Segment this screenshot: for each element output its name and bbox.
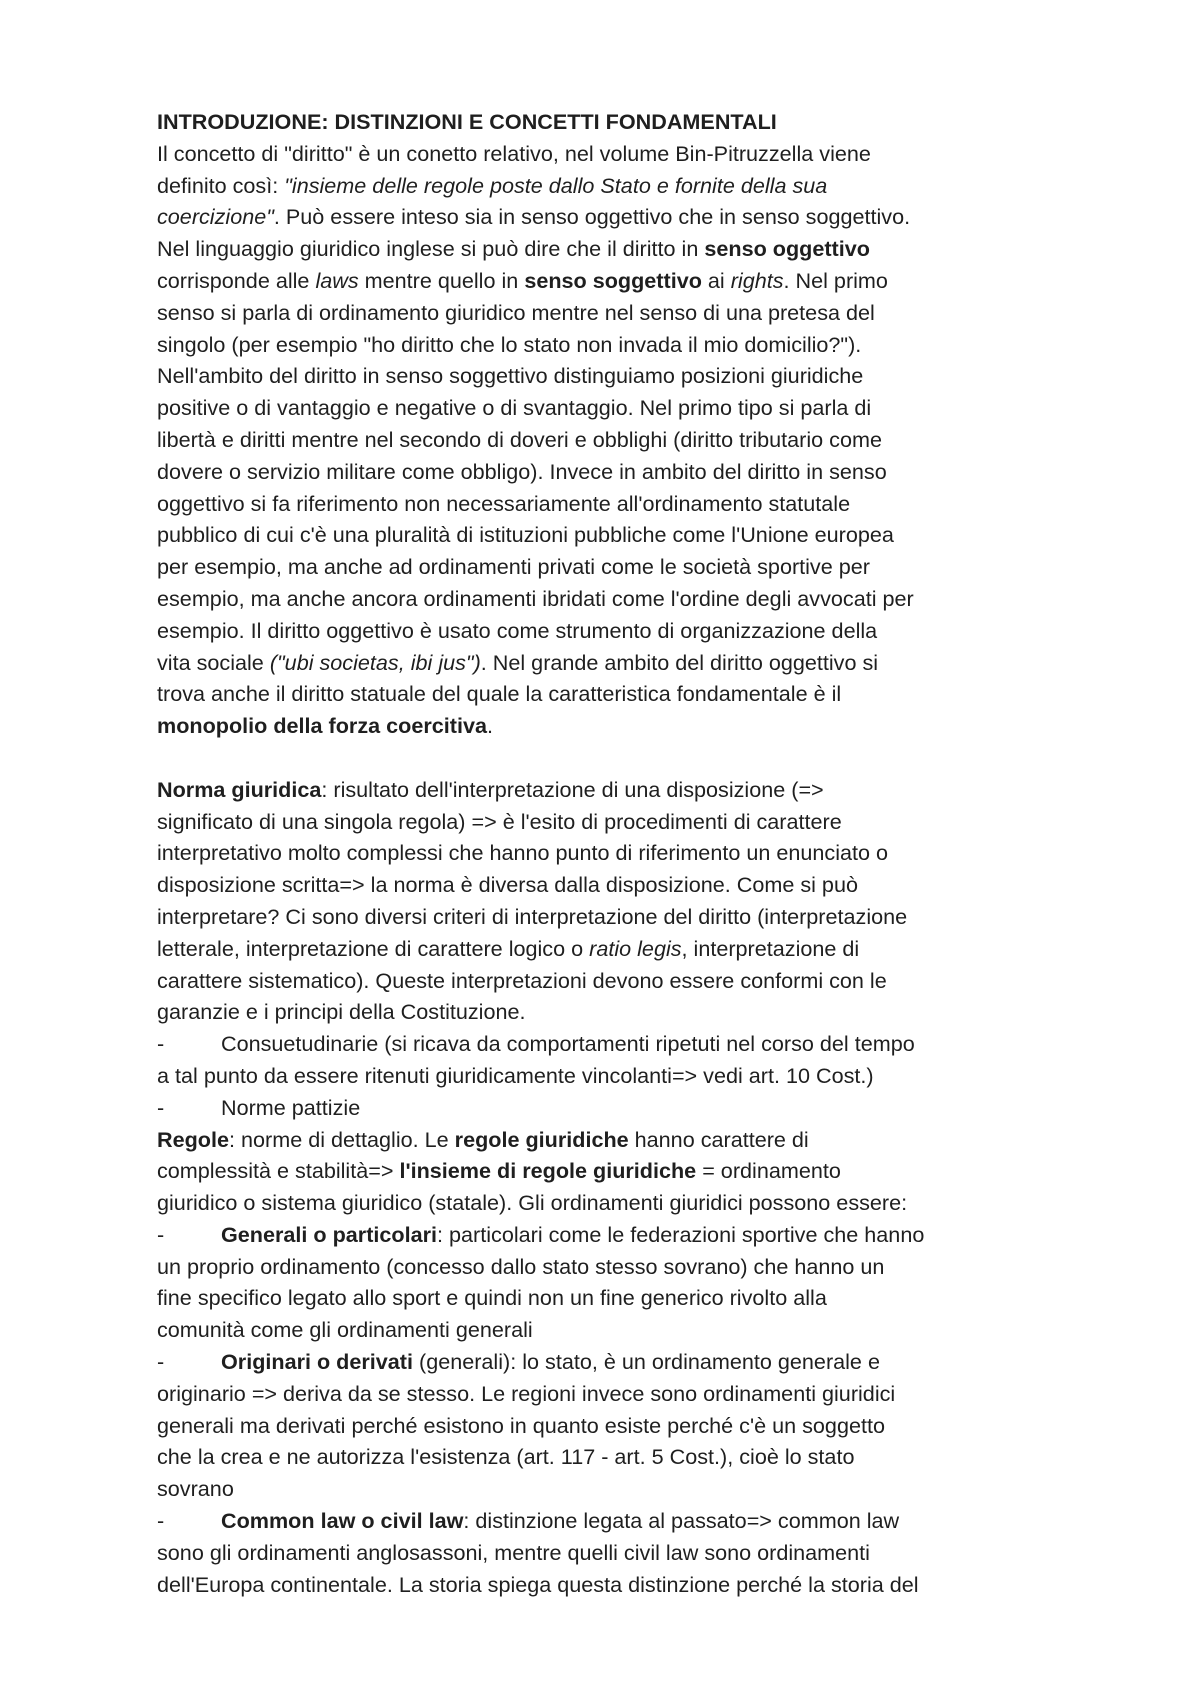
bold-text: senso soggettivo — [524, 267, 702, 293]
text-run: : distinzione legata al passato=> common law — [463, 1508, 900, 1534]
text-line — [157, 170, 1057, 202]
text-line — [157, 1124, 1057, 1156]
text-line — [157, 138, 1057, 170]
text-run: per esempio, ma anche ad ordinamenti privati come le società sportive per — [157, 554, 870, 580]
italic-text: laws — [315, 267, 359, 293]
document-title: INTRODUZIONE: DISTINZIONI E CONCETTI FONDAMENTALI — [157, 109, 777, 134]
text-run: = ordinamento — [696, 1158, 841, 1184]
text-run: interpretativo molto complessi che hanno punto di riferimento un enunciato o — [157, 840, 889, 866]
text-line — [157, 965, 1057, 997]
italic-text: coercizione" — [157, 204, 274, 230]
text-run: . Può essere inteso sia in senso oggettivo che in senso soggettivo. — [273, 204, 911, 230]
text-run: Norme pattizie — [221, 1094, 361, 1120]
bold-text: Originari o derivati — [221, 1349, 413, 1375]
bold-text: senso oggettivo — [704, 236, 870, 262]
text-line — [157, 583, 1057, 615]
text-run: fine specifico legato allo sport e quindi non un fine generico rivolto alla — [157, 1285, 827, 1311]
text-run: interpretare? Ci sono diversi criteri di interpretazione del diritto (interpretazione — [157, 903, 908, 929]
text-run: carattere sistematico). Queste interpretazioni devono essere conformi con le — [157, 967, 887, 993]
text-line — [157, 806, 1057, 838]
text-run: ai — [701, 267, 731, 293]
text-run: oggettivo si fa riferimento non necessariamente all'ordinamento statutale — [157, 490, 851, 516]
bold-text: monopolio della forza coercitiva — [157, 713, 487, 739]
text-line — [157, 1028, 1057, 1060]
text-run: disposizione scritta=> la norma è diversa dalla disposizione. Come si può — [157, 872, 858, 898]
text-line — [157, 710, 1057, 742]
text-run: vita sociale — [157, 649, 270, 675]
text-run: , interpretazione di — [681, 935, 860, 961]
text-line — [157, 329, 1057, 361]
text-line — [157, 1473, 1057, 1505]
text-line — [157, 615, 1057, 647]
text-run: . Nel grande ambito del diritto oggettivo si — [480, 649, 879, 675]
text-line — [157, 1569, 1057, 1601]
text-run: singolo (per esempio "ho diritto che lo stato non invada il mio domicilio?"). — [157, 331, 862, 357]
text-line — [157, 678, 1057, 710]
text-line — [157, 647, 1057, 679]
italic-text: rights — [730, 267, 784, 293]
text-line — [157, 996, 1057, 1028]
text-run: giuridico o sistema giuridico (statale). Gli ordinamenti giuridici possono essere: — [157, 1190, 908, 1216]
text-line — [157, 519, 1057, 551]
text-run: Nel linguaggio giuridico inglese si può dire che il diritto in — [157, 236, 705, 262]
text-run: che la crea e ne autorizza l'esistenza (art. 117 - art. 5 Cost.), cioè lo stato — [157, 1444, 855, 1470]
bold-text: regole giuridiche — [454, 1126, 629, 1152]
text-run: (generali): lo stato, è un ordinamento generale e — [413, 1349, 880, 1375]
text-line — [157, 1505, 1057, 1537]
text-run: letterale, interpretazione di carattere logico o — [157, 935, 590, 961]
text-run: definito così: — [157, 172, 285, 198]
text-line — [157, 1441, 1057, 1473]
text-line — [157, 1282, 1057, 1314]
text-run: dovere o servizio militare come obbligo). Invece in ambito del diritto in senso — [157, 458, 887, 484]
text-line — [157, 1060, 1057, 1092]
text-line — [157, 551, 1057, 583]
text-line — [157, 201, 1057, 233]
blank-line — [157, 742, 1057, 774]
text-run: : norme di dettaglio. Le — [229, 1126, 455, 1152]
text-line — [157, 1378, 1057, 1410]
text-run: hanno carattere di — [628, 1126, 809, 1152]
text-line — [157, 1346, 1057, 1378]
text-run: corrisponde alle — [157, 267, 316, 293]
text-run: comunità come gli ordinamenti generali — [157, 1317, 533, 1343]
text-run: dell'Europa continentale. La storia spiega questa distinzione perché la storia del — [157, 1571, 919, 1597]
text-run: complessità e stabilità=> — [157, 1158, 400, 1184]
text-run: senso si parla di ordinamento giuridico mentre nel senso di una pretesa del — [157, 299, 875, 325]
text-run: . Nel primo — [783, 267, 888, 293]
text-line — [157, 233, 1057, 265]
text-run: generali ma derivati perché esistono in quanto esiste perché c'è un soggetto — [157, 1412, 885, 1438]
text-line — [157, 933, 1057, 965]
text-line — [157, 837, 1057, 869]
text-line — [157, 1314, 1057, 1346]
document-page — [157, 106, 1057, 1600]
text-line — [157, 1155, 1057, 1187]
text-line — [157, 1092, 1057, 1124]
bold-text: Norma giuridica — [157, 776, 322, 802]
italic-text: ratio legis — [589, 935, 682, 961]
text-run: : particolari come le federazioni sportive che hanno — [437, 1221, 925, 1247]
text-run: significato di una singola regola) => è l'esito di procedimenti di carattere — [157, 808, 842, 834]
text-run: : risultato dell'interpretazione di una disposizione (=> — [321, 776, 824, 802]
list-bullet: - — [157, 1508, 165, 1534]
text-run: a tal punto da essere ritenuti giuridicamente vincolanti=> vedi art. 10 Cost.) — [157, 1062, 874, 1088]
text-run: garanzie e i principi della Costituzione. — [157, 999, 526, 1025]
text-run: Nell'ambito del diritto in senso soggettivo distinguiamo posizioni giuridiche — [157, 363, 864, 389]
text-run: esempio. Il diritto oggettivo è usato come strumento di organizzazione della — [157, 617, 878, 643]
list-bullet: - — [157, 1094, 165, 1120]
text-run: sovrano — [157, 1476, 234, 1502]
list-bullet: - — [157, 1031, 165, 1057]
text-run: positive o di vantaggio e negative o di svantaggio. Nel primo tipo si parla di — [157, 395, 872, 421]
text-run: libertà e diritti mentre nel secondo di doveri e obblighi (diritto tributario come — [157, 426, 882, 452]
text-run: originario => deriva da se stesso. Le regioni invece sono ordinamenti giuridici — [157, 1380, 896, 1406]
italic-text: ("ubi societas, ibi jus") — [269, 649, 481, 675]
text-line — [157, 869, 1057, 901]
text-line — [157, 265, 1057, 297]
bold-text: Common law o civil law — [221, 1508, 464, 1534]
text-line — [157, 424, 1057, 456]
bold-text: Regole — [157, 1126, 229, 1152]
text-line — [157, 901, 1057, 933]
text-run: mentre quello in — [358, 267, 525, 293]
italic-text: "insieme delle regole poste dallo Stato e fornite della sua — [284, 172, 828, 198]
document-body — [157, 138, 1057, 1601]
text-line — [157, 456, 1057, 488]
text-run: Consuetudinarie (si ricava da comportamenti ripetuti nel corso del tempo — [221, 1031, 915, 1057]
text-run: esempio, ma anche ancora ordinamenti ibridati come l'ordine degli avvocati per — [157, 585, 914, 611]
text-line — [157, 1187, 1057, 1219]
list-bullet: - — [157, 1221, 165, 1247]
bold-text: l'insieme di regole giuridiche — [399, 1158, 697, 1184]
text-line — [157, 488, 1057, 520]
text-run: pubblico di cui c'è una pluralità di istituzioni pubbliche come l'Unione europea — [157, 522, 894, 548]
list-bullet: - — [157, 1349, 165, 1375]
text-line — [157, 1410, 1057, 1442]
text-line — [157, 1537, 1057, 1569]
text-line — [157, 392, 1057, 424]
text-line — [157, 1251, 1057, 1283]
bold-text: Generali o particolari — [221, 1221, 438, 1247]
text-run: . — [486, 713, 493, 739]
text-line — [157, 297, 1057, 329]
text-run: un proprio ordinamento (concesso dallo stato stesso sovrano) che hanno un — [157, 1253, 885, 1279]
text-run: trova anche il diritto statuale del quale la caratteristica fondamentale è il — [157, 681, 842, 707]
text-line — [157, 774, 1057, 806]
text-line — [157, 1219, 1057, 1251]
text-run: Il concetto di "diritto" è un conetto relativo, nel volume Bin-Pitruzzella viene — [157, 140, 871, 166]
text-run: sono gli ordinamenti anglosassoni, mentre quelli civil law sono ordinamenti — [157, 1539, 870, 1565]
text-line — [157, 360, 1057, 392]
